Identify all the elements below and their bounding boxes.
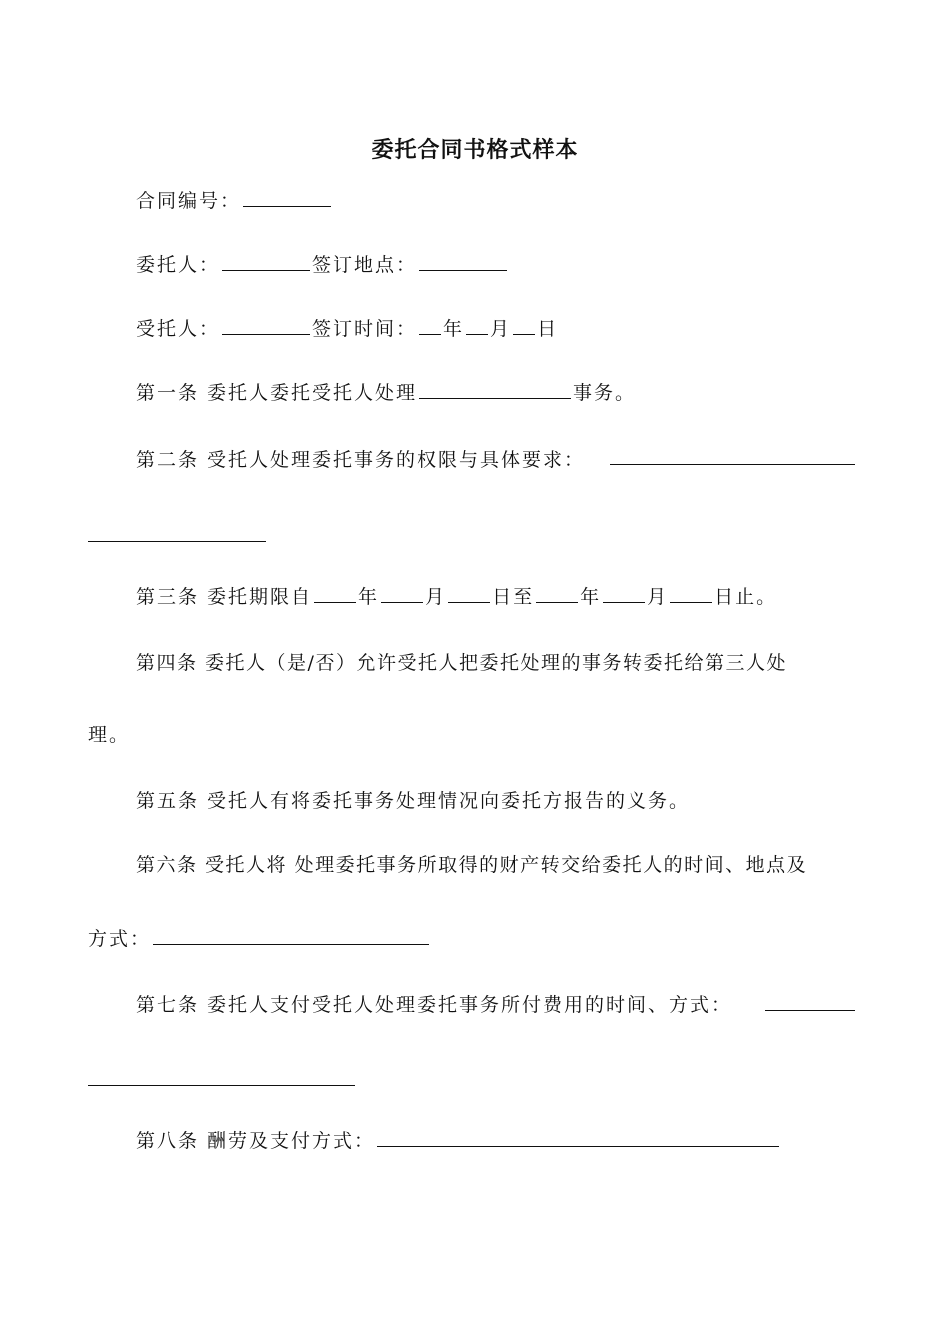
end-day-blank[interactable] [670,582,712,603]
agent-label: 受托人： [136,318,221,340]
contract-number-line [136,186,333,216]
article-3-to: 日至 [492,586,535,608]
end-month-label: 月 [647,586,669,608]
article-2-text: 第二条 受托人处理委托事务的权限与具体要求： [136,449,586,471]
sign-day-blank[interactable] [513,314,535,335]
article-3 [136,582,777,612]
sign-year-blank[interactable] [419,314,441,335]
sign-month-blank[interactable] [466,314,488,335]
contract-number-blank[interactable] [243,186,331,207]
end-year-blank[interactable] [536,582,578,603]
article-8 [136,1126,781,1156]
article-3-text: 第三条 委托期限自 [136,586,313,608]
article-4-continued [88,720,130,750]
article-4-text-continued: 理。 [88,724,131,746]
article-5-text: 第五条 受托人有将委托事务处理情况向委托方报告的义务。 [136,790,691,812]
article-1-blank[interactable] [419,378,571,399]
day-label: 日 [537,318,559,340]
end-year-label: 年 [580,586,602,608]
sign-time-label: 签订时间： [312,318,418,340]
start-month-blank[interactable] [381,582,423,603]
article-8-blank[interactable] [377,1126,779,1147]
article-1 [136,378,636,408]
article-6-text: 第六条 受托人将 处理委托事务所取得的财产转交给委托人的时间、地点及 [136,854,808,876]
article-2-blank[interactable] [610,464,855,465]
article-7-blank-continued[interactable] [88,1085,355,1086]
article-8-text: 第八条 酬劳及支付方式： [136,1130,376,1152]
article-6-text-continued: 方式： [88,928,152,950]
end-month-blank[interactable] [603,582,645,603]
principal-blank[interactable] [222,250,310,271]
principal-label: 委托人： [136,254,221,276]
sign-place-label: 签订地点： [312,254,418,276]
article-2 [136,445,585,475]
principal-line [136,250,509,280]
article-1-text: 第一条 委托人委托受托人处理 [136,382,418,404]
article-4 [136,648,787,678]
sign-place-blank[interactable] [419,250,507,271]
article-6 [136,850,807,880]
start-day-blank[interactable] [448,582,490,603]
agent-line [136,314,558,344]
article-6-blank[interactable] [153,924,429,945]
article-2-blank-continued[interactable] [88,541,266,542]
start-year-blank[interactable] [314,582,356,603]
article-7-blank[interactable] [765,1010,855,1011]
agent-blank[interactable] [222,314,310,335]
article-7 [136,990,732,1020]
month-label: 月 [490,318,512,340]
start-year-label: 年 [358,586,380,608]
contract-number-label: 合同编号： [136,190,242,212]
article-5 [136,786,690,816]
start-month-label: 月 [425,586,447,608]
document-title: 委托合同书格式样本 [371,137,579,163]
year-label: 年 [443,318,465,340]
article-4-text: 第四条 委托人（是/否）允许受托人把委托处理的事务转委托给第三人处 [136,652,787,674]
article-6-continued [88,924,431,954]
article-3-end: 日止。 [714,586,778,608]
article-1-suffix: 事务。 [573,382,637,404]
article-7-text: 第七条 委托人支付受托人处理委托事务所付费用的时间、方式： [136,994,733,1016]
